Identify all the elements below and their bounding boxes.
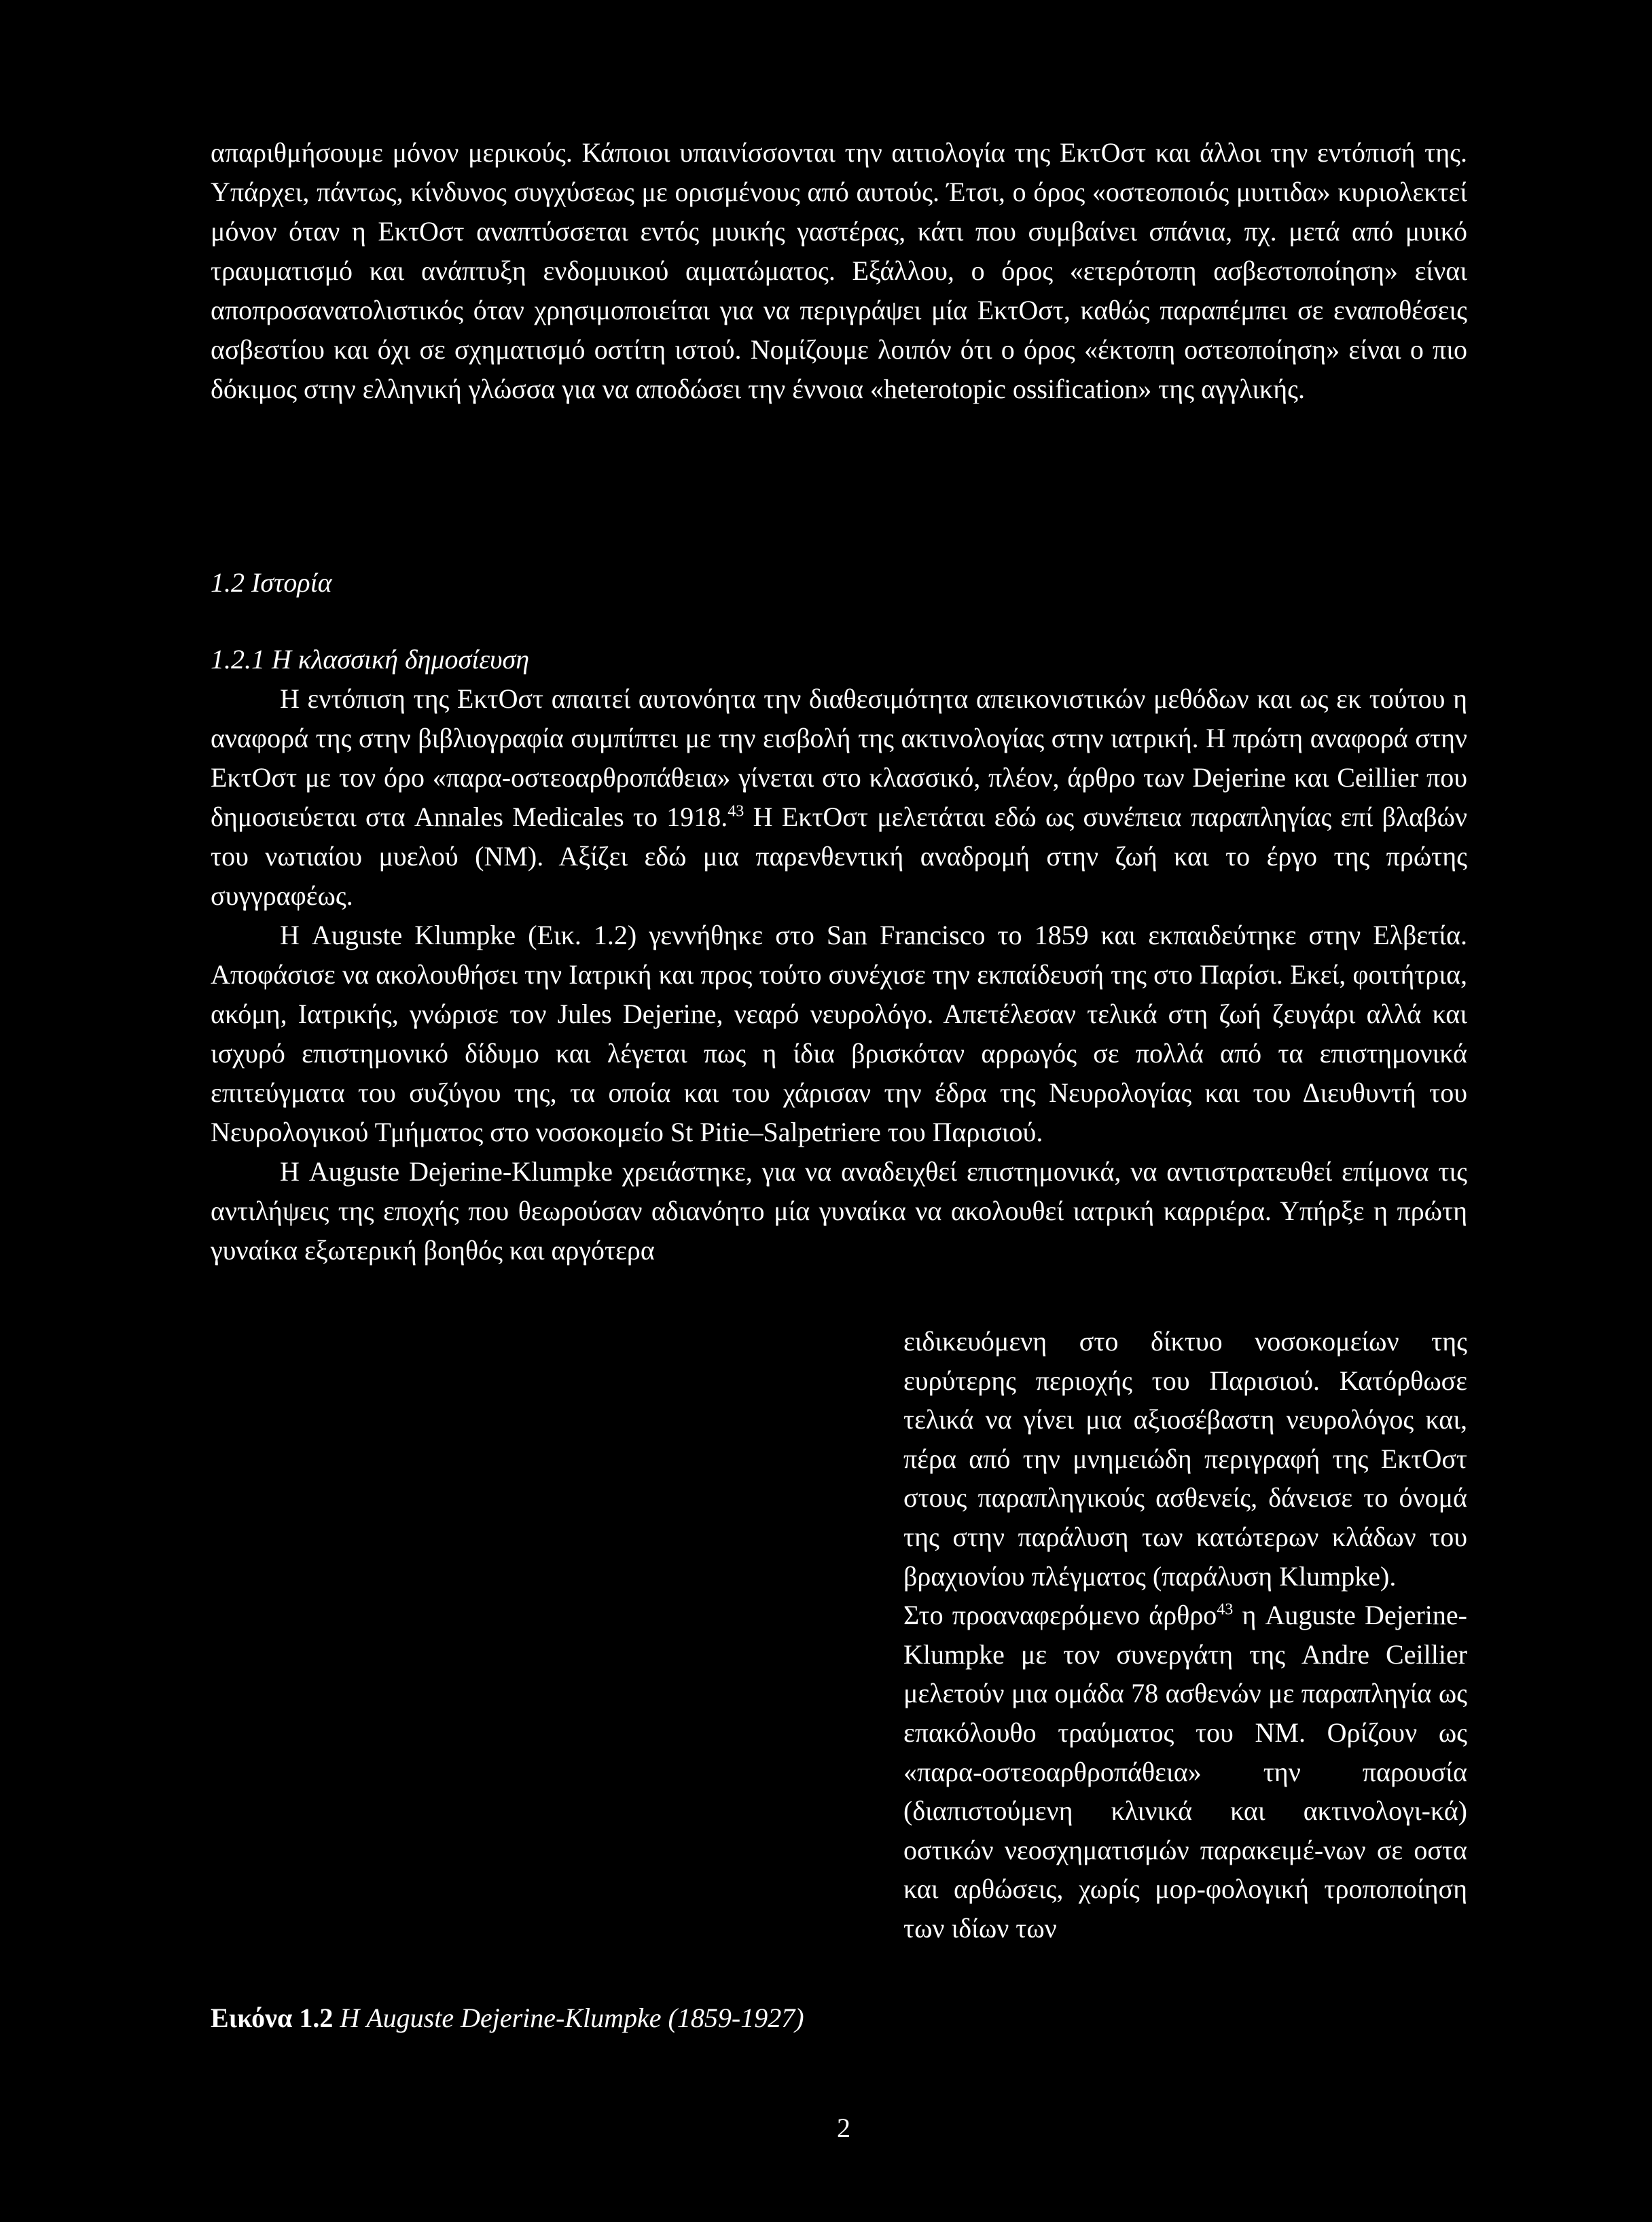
subsection-heading: 1.2.1 Η κλασσική δημοσίευση [211,644,530,675]
caption-label: Εικόνα 1.2 [211,2003,334,2033]
caption-text: Η Auguste Dejerine-Klumpke (1859-1927) [340,2003,804,2033]
paragraph-1-part-b: Η ΕκτΟστ μελετάται εδώ ως συνέπεια παραπληγίας επί βλαβών του νωτιαίου μυελού (ΝΜ). Αξίζει εδώ μια παρενθεντική αναδρομή στην ζωή και το έργο της πρώτης συγγραφέως. [211,802,1468,911]
right-column-part-b: η Auguste Dejerine-Klumpke με τον συνεργάτη της Andre Ceillier μελετούν μια ομάδα 78 ασθενών με παραπληγία ως επακόλουθο τραύματος του ΝΜ. Ορίζουν ως «παρα-οστεοαρθροπάθεια» την παρουσία (διαπιστούμενη κλινικά και ακτινολογι-κά) οστικών νεοσχηματισμών παρακειμέ-νων σε οστα και αρθώσεις, χωρίς μορ-φολογική τροποποίηση των ιδίων των [903,1600,1467,1943]
caption-line [211,1997,849,2039]
figure-caption [211,1997,849,2039]
intro-paragraph-block [211,133,1467,409]
reference-superscript: 43 [728,802,744,821]
right-column-part-a: Στο προαναφερόμενο άρθρο [903,1600,1217,1631]
page-number: 2 [837,2113,850,2143]
right-column-paragraph-2 [903,1596,1467,1948]
body-paragraph-2: Η Auguste Klumpke (Εικ. 1.2) γεννήθηκε στο San Francisco το 1859 και εκπαιδεύτηκε στην Ελβετία. Αποφάσισε να ακολουθήσει την Ιατρική και προς τούτο συνέχισε την εκπαίδευσή της στο Παρίσι. Εκεί, φοιτήτρια, ακόμη, Ιατρικής, γνώρισε τον Jules Dejerine, νεαρό νευρολόγο. Απετέλεσαν τελικά στη ζωή ζευγάρι αλλά και ισχυρό επιστημονικό δίδυμο και λέγεται πως η ίδια βρισκόταν αρρωγός σε πολλά από τα επιστημονικά επιτεύγματα του συζύγου της, τα οποία και του χάρισαν την έδρα της Νευρολογίας και του Διευθυντή του Νευρολογικού Τμήματος στο νοσοκομείο St Pitie–Salpetriere του Παρισιού. [211,920,1467,1147]
section-heading: 1.2 Ιστορία [211,567,332,598]
reference-superscript-2: 43 [1217,1600,1234,1619]
body-paragraph-3: Η Auguste Dejerine-Klumpke χρειάστηκε, για να αναδειχθεί επιστημονικά, να αντιστρατευθεί επίμονα τις αντιλήψεις της εποχής που θεωρούσαν αδιανόητο μία γυναίκα να ακολουθεί ιατρική καρριέρα. Υπήρξε η πρώτη γυναίκα εξωτερική βοηθός και αργότερα [211,1156,1467,1266]
intro-paragraph: απαριθμήσουμε μόνον μερικούς. Κάποιοι υπαινίσσονται την αιτιολογία της ΕκτΟστ και άλλοι την εντόπισή της. Υπάρχει, πάντως, κίνδυνος συγχύσεως με ορισμένους από αυτούς. Έτσι, ο όρος «οστεοποιός μυιτιδα» κυριολεκτεί μόνον όταν η ΕκτΟστ αναπτύσσεται εντός μυικής γαστέρας, κάτι που συμβαίνει σπάνια, πχ. μετά από μυικό τραυματισμό και ανάπτυξη ενδομυικού αιματώματος. Εξάλλου, ο όρος «ετερότοπη ασβεστοποίηση» είναι αποπροσανατολιστικός όταν χρησιμοποιείται για να περιγράψει μία ΕκτΟστ, καθώς παραπέμπει σε εναποθέσεις ασβεστίου και όχι σε σχηματισμό οστίτη ιστού. Νομίζουμε λοιπόν ότι ο όρος «έκτοπη οστεοποίηση» είναι ο πιο δόκιμος στην ελληνική γλώσσα για να αποδώσει την έννοια «heterotopic ossification» της αγγλικής. [211,137,1467,404]
body-paragraph-1 [211,679,1467,916]
right-column-text [903,1322,1467,1948]
right-column-paragraph-1: ειδικευόμενη στο δίκτυο νοσοκομείων της ευρύτερης περιοχής του Παρισιού. Κατόρθωσε τελικά να γίνει μια αξιοσέβαστη νευρολόγος και, πέρα από την μνημειώδη περιγραφή της ΕκτΟστ στους παραπληγικούς ασθενείς, δάνεισε το όνομά της στην παράλυση των κατώτερων κλάδων του βραχιονίου πλέγματος (παράλυση Klumpke). [903,1326,1467,1592]
main-body [211,640,1467,1270]
paragraph-1-part-a: Η εντόπιση της ΕκτΟστ απαιτεί αυτονόητα την διαθεσιμότητα απεικονιστικών μεθόδων και ως εκ τούτου η αναφορά της στην βιβλιογραφία συμπίπτει με την εισβολή της ακτινολογίας στην ιατρική. Η πρώτη αναφορά στην ΕκτΟστ με τον όρο «παρα-οστεοαρθροπάθεια» γίνεται στο κλασσικό, πλέον, άρθρο των Dejerine και Ceillier που δημοσιεύεται στα Annales Medicales το 1918. [211,683,1467,832]
